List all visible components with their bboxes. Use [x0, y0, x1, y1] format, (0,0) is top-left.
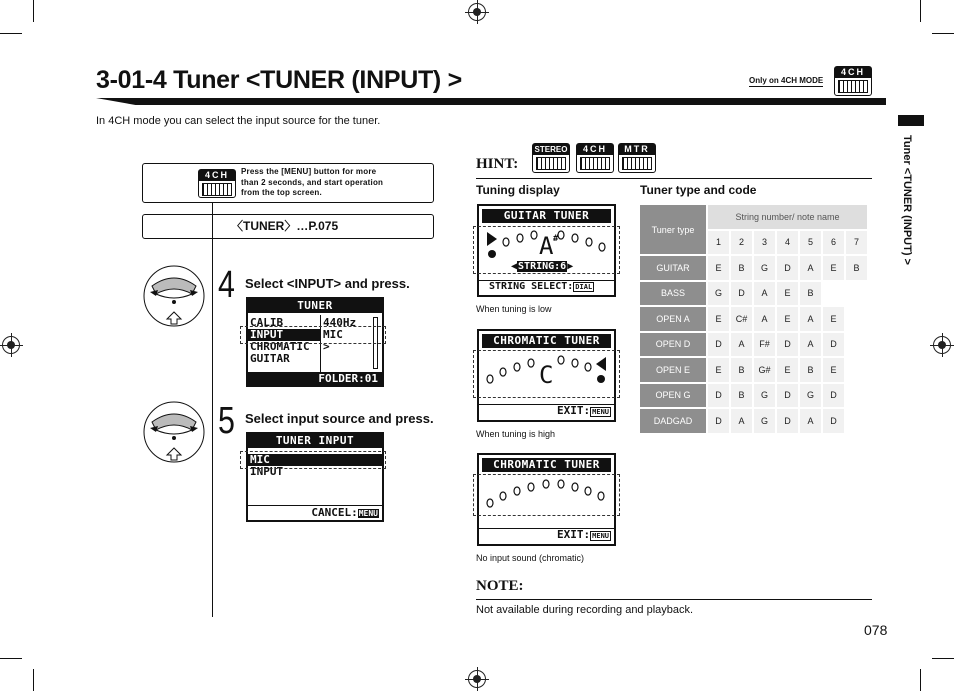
- meter-highlight: [473, 474, 620, 516]
- mode-note: Only on 4CH MODE: [749, 76, 824, 85]
- tuner-type-heading: Tuner type and code: [640, 183, 757, 197]
- registration-mark-icon: [933, 336, 951, 354]
- step5-text: Select input source and press.: [245, 411, 434, 426]
- table-row: DADGAD D A G D A D: [640, 409, 867, 433]
- crop-mark: [920, 0, 921, 22]
- crop-mark: [33, 0, 34, 22]
- crop-mark: [33, 669, 34, 691]
- table-row: OPEN D D A F# D A D: [640, 333, 867, 357]
- step-number: 5: [218, 400, 235, 442]
- 4ch-mode-icon: 4CH: [834, 66, 872, 96]
- lcd-tuner-menu: TUNER CALIB 440Hz INPUT MIC CHROMATIC > GUITAR FOLDER:01: [246, 297, 384, 387]
- note-rule: [476, 599, 872, 600]
- menu-note-text: Press the [MENU] button for more than 2 seconds, and start operation from the top screen.: [241, 167, 384, 197]
- side-tab: Tuner <TUNER (INPUT) >: [901, 135, 913, 265]
- title-underline: [96, 98, 886, 105]
- intro-text: In 4CH mode you can select the input source for the tuner.: [96, 115, 381, 127]
- table-row: OPEN E E B G# E B E: [640, 358, 867, 382]
- tuning-display-heading: Tuning display: [476, 183, 560, 197]
- selection-highlight: [240, 326, 386, 344]
- step-divider: [212, 203, 213, 617]
- menu-note-box: [142, 163, 434, 203]
- step-number: 4: [218, 264, 235, 306]
- side-tab-marker: [898, 115, 924, 126]
- crop-mark: [932, 658, 954, 659]
- meter-highlight: [473, 350, 620, 398]
- note-label: NOTE:: [476, 578, 524, 594]
- registration-mark-icon: [468, 3, 486, 21]
- table-row: OPEN A E C# A E A E: [640, 307, 867, 331]
- selection-highlight: [240, 451, 386, 469]
- lcd-tuner-input: TUNER INPUT MIC INPUT CANCEL:MENU: [246, 432, 384, 522]
- lcd-chromatic-high: CHROMATIC TUNER C EXIT: MENU: [477, 329, 616, 422]
- tuner-reference: 〈TUNER〉…P.075: [142, 214, 434, 239]
- hint-rule: [476, 178, 872, 179]
- lcd-chromatic-none: CHROMATIC TUNER EXIT: MENU: [477, 453, 616, 546]
- table-row: GUITAR E B G D A E B: [640, 256, 867, 280]
- note-text: Not available during recording and playback.: [476, 604, 694, 616]
- dial-press-icon: [142, 264, 206, 328]
- tuner-type-table: Tuner type String number/ note name 1 2 3 4 5 6 7 GUITAR E B G D A E B BASS G D A E B OPEN A E C# A E A E OPEN D D A F# D A D OPEN E E B G# E B E OPEN G D B G D G D DADGAD D A G D A D: [638, 203, 869, 435]
- 4ch-mode-icon: 4CH: [576, 143, 614, 173]
- mtr-mode-icon: MTR: [618, 143, 656, 173]
- crop-mark: [0, 33, 22, 34]
- caption-no-input: No input sound (chromatic): [476, 553, 585, 563]
- registration-mark-icon: [468, 670, 486, 688]
- table-header: String number/ note name: [708, 205, 867, 229]
- dial-press-icon: [142, 400, 206, 464]
- step4-text: Select <INPUT> and press.: [245, 276, 410, 291]
- hint-label: HINT:: [476, 156, 519, 172]
- table-row: BASS G D A E B: [640, 282, 867, 306]
- stereo-mode-icon: STEREO: [532, 143, 570, 173]
- table-header: Tuner type: [640, 205, 706, 254]
- caption-low: When tuning is low: [476, 304, 552, 314]
- crop-mark: [932, 33, 954, 34]
- registration-mark-icon: [2, 336, 20, 354]
- crop-mark: [0, 658, 22, 659]
- page-number: 078: [864, 622, 888, 638]
- lcd-guitar-tuner: GUITAR TUNER A # ◀STRING:6▶ STRING SELECT: DIAL: [477, 204, 616, 297]
- caption-high: When tuning is high: [476, 429, 556, 439]
- page-title: 3-01-4 Tuner <TUNER (INPUT) >: [96, 66, 462, 94]
- 4ch-mode-icon: 4CH: [198, 169, 236, 198]
- table-row: OPEN G D B G D G D: [640, 384, 867, 408]
- crop-mark: [920, 669, 921, 691]
- meter-highlight: [473, 226, 620, 274]
